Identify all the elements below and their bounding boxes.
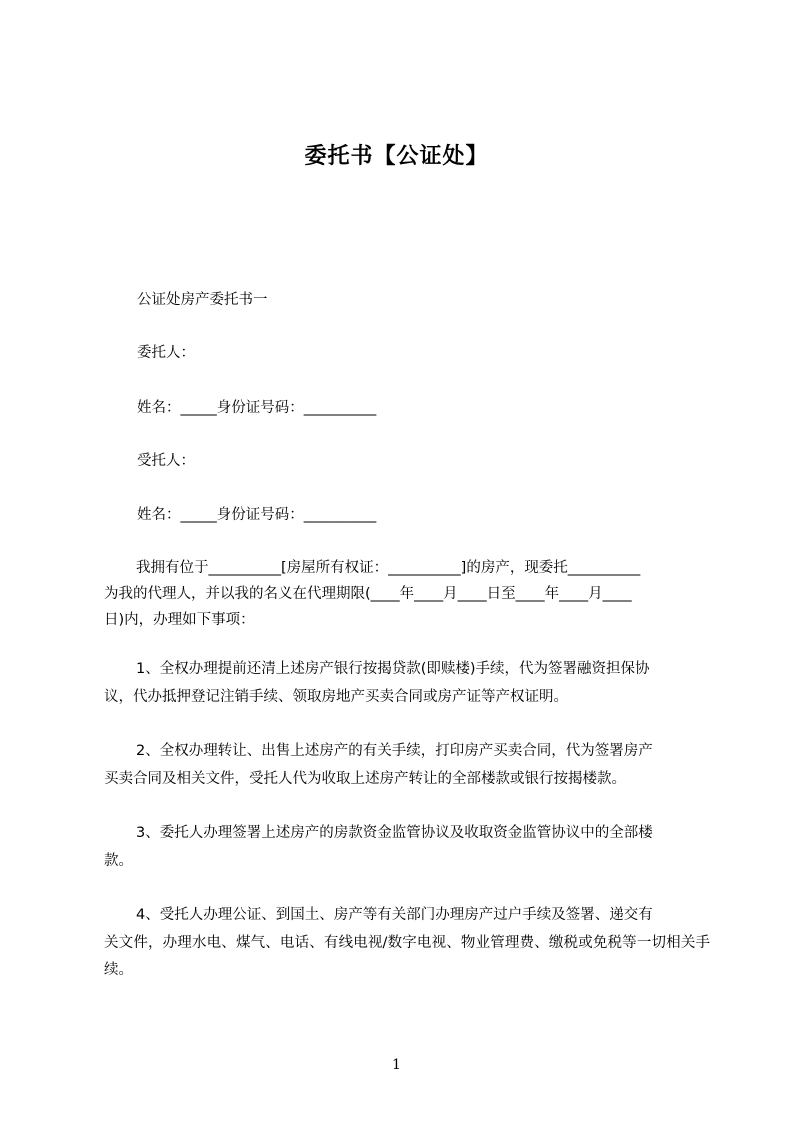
item-1-paragraph bbox=[104, 656, 710, 711]
item-1-first-line: 1、全权办理提前还清上述房产银行按揭贷款(即赎楼)手续，代为签署融资担保协 bbox=[136, 661, 650, 677]
intro-line-1: 我拥有位于__________[房屋所有权证：__________]的房产，现委托__________ bbox=[136, 560, 641, 576]
intro-line-3: 日)内，办理如下事项： bbox=[104, 612, 255, 628]
principal-id-line: 姓名：_____身份证号码：__________ bbox=[137, 400, 377, 416]
item-4-first-line: 4、受托人办理公证、到国土、房产等有关部门办理房产过户手续及签署、递交有 bbox=[136, 907, 653, 923]
item-3-paragraph bbox=[104, 820, 710, 875]
item-2-paragraph bbox=[104, 738, 710, 793]
item-2-rest: 买卖合同及相关文件，受托人代为收取上述房产转让的全部楼款或银行按揭楼款。 bbox=[104, 770, 626, 787]
item-3-first-line: 3、委托人办理签署上述房产的房款资金监管协议及收取资金监管协议中的全部楼 bbox=[136, 825, 653, 841]
principal-label: 委托人： bbox=[137, 345, 195, 361]
item-1-rest: 议，代办抵押登记注销手续、领取房地产买卖合同或房产证等产权证明。 bbox=[104, 688, 568, 705]
agent-id-line: 姓名：_____身份证号码：__________ bbox=[137, 507, 377, 523]
agent-label: 受托人： bbox=[137, 453, 195, 469]
document-title: 委托书【公证处】 bbox=[304, 144, 489, 169]
page-number: 1 bbox=[392, 1057, 401, 1073]
intro-line-2: 为我的代理人，并以我的名义在代理期限(____年____月____日至____年____月____ bbox=[104, 586, 632, 602]
document-subtitle: 公证处房产委托书一 bbox=[137, 292, 268, 308]
item-3-rest: 款。 bbox=[104, 852, 133, 869]
item-2-first-line: 2、全权办理转让、出售上述房产的有关手续，打印房产买卖合同，代为签署房产 bbox=[136, 743, 653, 759]
item-4-rest: 关文件，办理水电、煤气、电话、有线电视/数字电视、物业管理费、缴税或免税等一切相关手续。 bbox=[104, 934, 710, 978]
item-4-paragraph bbox=[104, 902, 710, 985]
intro-paragraph bbox=[104, 555, 710, 633]
